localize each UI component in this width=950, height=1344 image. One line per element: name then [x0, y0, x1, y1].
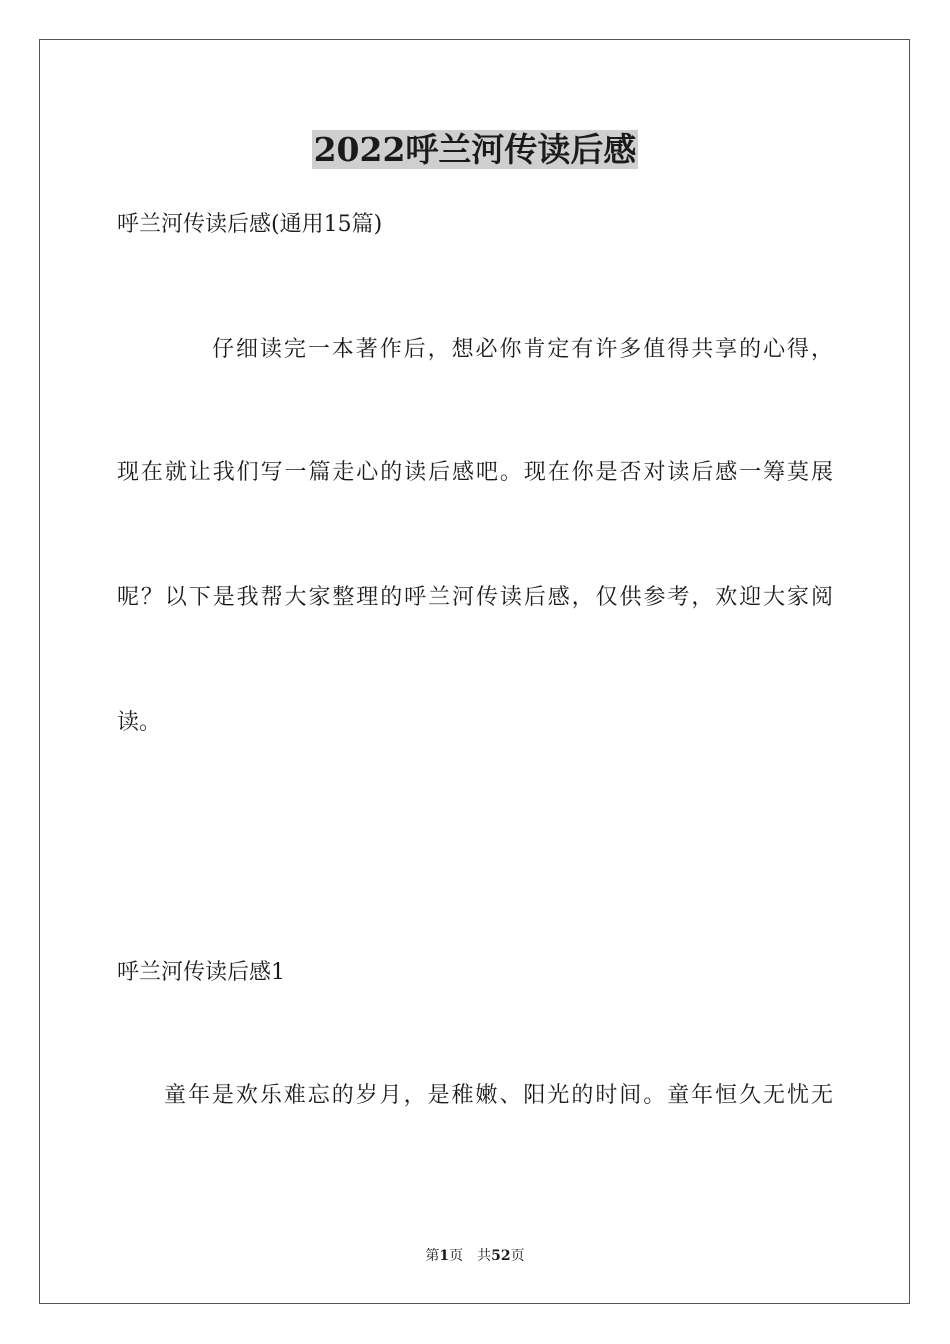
document-title: [0, 128, 950, 172]
footer-page-unit: 页: [449, 1248, 464, 1264]
footer-total-prefix: 共: [477, 1248, 492, 1264]
footer-page-prefix: 第: [425, 1248, 440, 1264]
intro-line-1: 仔细读完一本著作后，想必你肯定有许多值得共享的心得，: [212, 337, 833, 362]
intro-line-3: 呢？以下是我帮大家整理的呼兰河传读后感，仅供参考，欢迎大家阅: [117, 585, 833, 610]
footer-page-total: 52: [491, 1248, 511, 1264]
document-title-text: 2022呼兰河传读后感: [313, 130, 637, 169]
section-paragraph-line-1: 童年是欢乐难忘的岁月，是稚嫩、阳光的时间。童年恒久无忧无: [164, 1083, 833, 1108]
section-heading: 呼兰河传读后感1: [117, 960, 285, 985]
footer-total-unit: 页: [510, 1248, 525, 1264]
document-subtitle: 呼兰河传读后感(通用15篇): [117, 212, 383, 237]
footer-page-current: 1: [439, 1248, 450, 1264]
intro-line-2: 现在就让我们写一篇走心的读后感吧。现在你是否对读后感一筹莫展: [117, 460, 833, 485]
intro-line-4: 读。: [117, 710, 162, 735]
page-footer: [0, 1246, 950, 1266]
